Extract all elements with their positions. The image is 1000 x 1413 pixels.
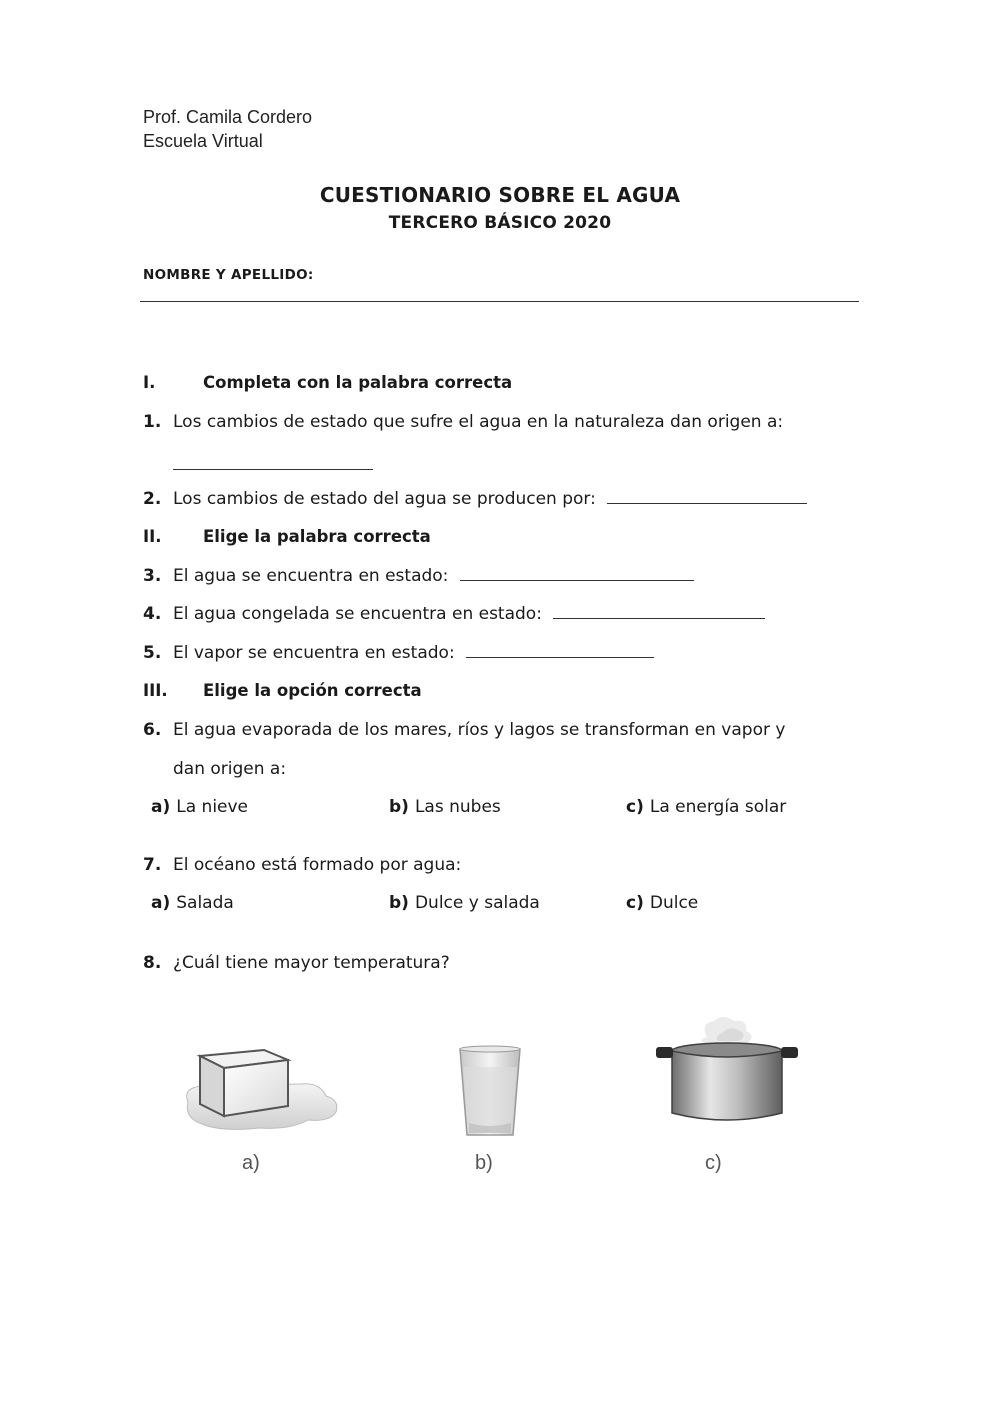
question-text: El océano está formado por agua: xyxy=(173,855,462,875)
section-number: III. xyxy=(143,681,168,700)
answer-blank-2[interactable] xyxy=(607,489,807,504)
q7-option-a[interactable] xyxy=(151,893,234,913)
question-4 xyxy=(143,604,765,624)
question-number: 8. xyxy=(143,953,162,973)
q7-option-b[interactable] xyxy=(389,893,540,913)
school-name: Escuela Virtual xyxy=(143,131,263,151)
name-field-label: NOMBRE Y APELLIDO: xyxy=(143,267,314,283)
q8-picture-c[interactable] xyxy=(652,1015,802,1127)
question-text: Los cambios de estado del agua se producen por: xyxy=(173,489,596,509)
question-3 xyxy=(143,566,694,586)
question-number: 5. xyxy=(143,643,162,663)
question-6 xyxy=(143,720,785,740)
question-text: El vapor se encuentra en estado: xyxy=(173,643,455,663)
question-number: 3. xyxy=(143,566,162,586)
section-1-heading xyxy=(143,373,512,392)
question-number: 1. xyxy=(143,412,162,432)
option-text: Dulce y salada xyxy=(414,893,540,913)
option-text: Dulce xyxy=(649,893,699,913)
section-number: I. xyxy=(143,373,156,392)
question-8 xyxy=(143,953,450,973)
answer-blank-1[interactable] xyxy=(173,455,373,474)
question-number: 4. xyxy=(143,604,162,624)
question-text: El agua evaporada de los mares, ríos y lagos se transforman en vapor y xyxy=(173,720,786,740)
question-7 xyxy=(143,855,461,875)
q8-picture-c-label: c) xyxy=(705,1152,722,1174)
section-3-heading xyxy=(143,681,422,700)
q8-picture-a-label: a) xyxy=(242,1152,260,1174)
section-title: Elige la palabra correcta xyxy=(203,527,431,546)
option-letter: a) xyxy=(151,893,171,913)
option-letter: a) xyxy=(151,797,171,817)
section-number: II. xyxy=(143,527,162,546)
water-glass-icon xyxy=(455,1045,525,1140)
option-letter: c) xyxy=(626,893,644,913)
question-6-continuation: dan origen a: xyxy=(173,759,287,779)
q6-option-c[interactable] xyxy=(626,797,786,817)
question-2 xyxy=(143,489,807,509)
question-1 xyxy=(143,412,783,432)
question-number: 2. xyxy=(143,489,162,509)
section-title: Completa con la palabra correcta xyxy=(203,373,513,392)
answer-blank-5[interactable] xyxy=(466,643,654,658)
option-letter: b) xyxy=(389,893,409,913)
teacher-name: Prof. Camila Cordero xyxy=(143,107,313,127)
option-text: La energía solar xyxy=(649,797,787,817)
section-title: Elige la opción correcta xyxy=(203,681,422,700)
option-text: La nieve xyxy=(176,797,249,817)
question-text: El agua congelada se encuentra en estado: xyxy=(173,604,542,624)
q7-option-c[interactable] xyxy=(626,893,698,913)
question-number: 6. xyxy=(143,720,162,740)
option-text: Las nubes xyxy=(414,797,501,817)
ice-cube-icon xyxy=(180,1030,345,1140)
answer-blank-3[interactable] xyxy=(460,566,694,581)
option-text: Salada xyxy=(176,893,234,913)
option-letter: b) xyxy=(389,797,409,817)
question-number: 7. xyxy=(143,855,162,875)
q8-picture-b[interactable] xyxy=(455,1045,525,1140)
q8-picture-b-label: b) xyxy=(475,1152,493,1174)
q6-option-a[interactable] xyxy=(151,797,248,817)
name-field-line[interactable] xyxy=(140,301,859,302)
question-5 xyxy=(143,643,654,663)
option-letter: c) xyxy=(626,797,644,817)
q8-picture-a[interactable] xyxy=(180,1030,345,1140)
question-text: ¿Cuál tiene mayor temperatura? xyxy=(173,953,450,973)
q6-option-b[interactable] xyxy=(389,797,501,817)
question-text: El agua se encuentra en estado: xyxy=(173,566,449,586)
page-title: CUESTIONARIO SOBRE EL AGUA xyxy=(319,183,681,207)
question-text: Los cambios de estado que sufre el agua en la naturaleza dan origen a: xyxy=(173,412,784,432)
answer-blank-4[interactable] xyxy=(553,604,765,619)
page-subtitle: TERCERO BÁSICO 2020 xyxy=(388,213,612,233)
boiling-pot-icon xyxy=(652,1015,802,1127)
section-2-heading xyxy=(143,527,431,546)
